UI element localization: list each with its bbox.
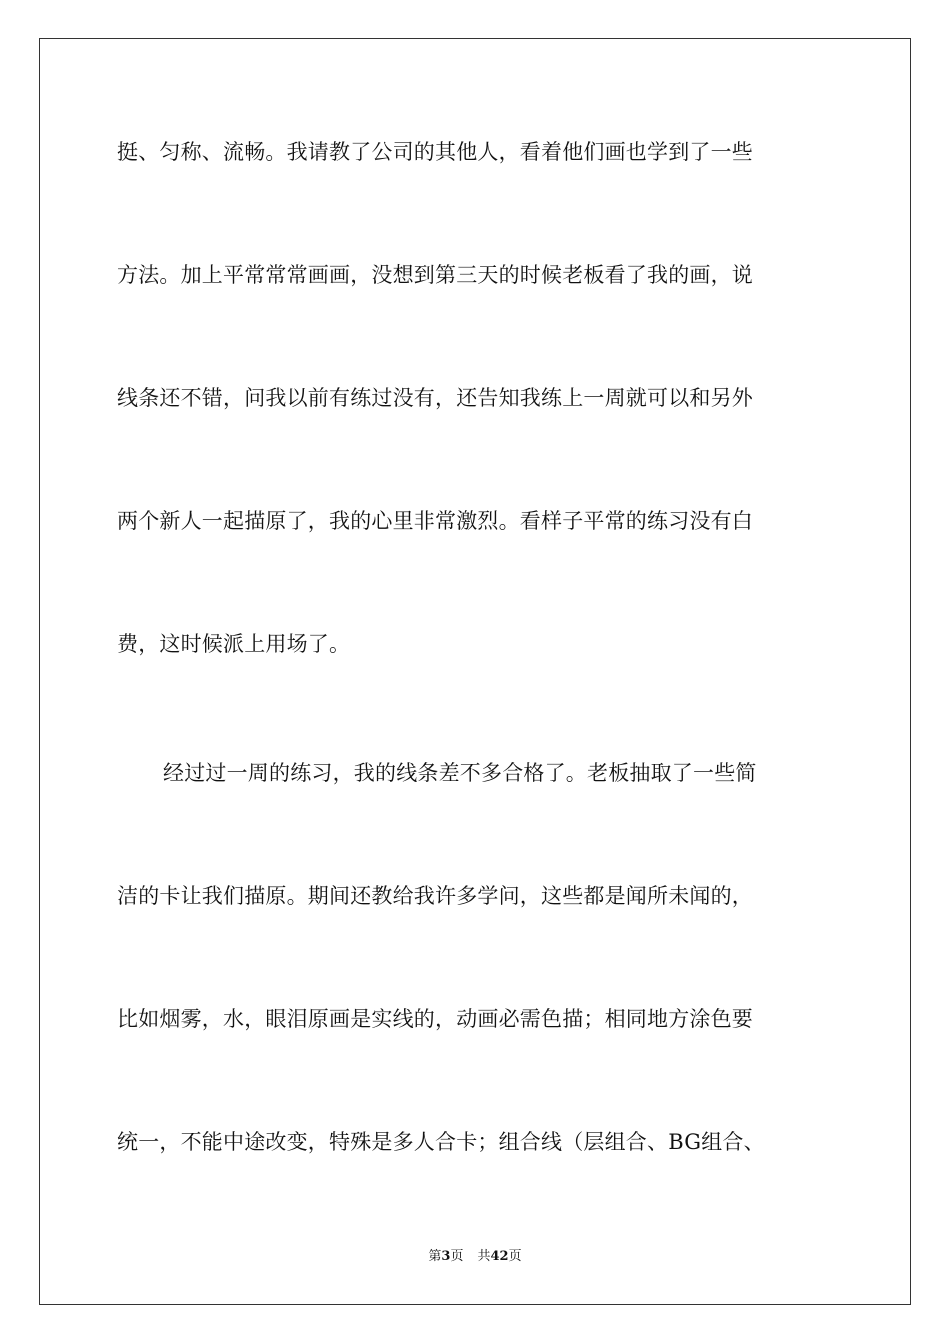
paragraph-line-6: 经过过一周的练习，我的线条差不多合格了。老板抽取了一些简 <box>163 761 757 785</box>
paragraph-line-3: 线条还不错，问我以前有练过没有，还告知我练上一周就可以和另外 <box>117 386 753 410</box>
total-suffix: 页 <box>508 1249 522 1264</box>
paragraph-line-9: 统一，不能中途改变，特殊是多人合卡；组合线（层组合、BG组合、 <box>117 1130 765 1154</box>
page-border <box>39 38 911 1305</box>
total-prefix: 共 <box>477 1249 491 1264</box>
page-suffix: 页 <box>450 1249 464 1264</box>
total-pages: 42 <box>490 1249 509 1264</box>
paragraph-line-7: 洁的卡让我们描原。期间还教给我许多学问，这些都是闻所未闻的， <box>117 884 753 908</box>
page-number: 3 <box>441 1249 451 1264</box>
page-prefix: 第 <box>428 1249 442 1264</box>
paragraph-line-8: 比如烟雾，水，眼泪原画是实线的，动画必需色描；相同地方涂色要 <box>117 1007 753 1031</box>
paragraph-line-4: 两个新人一起描原了，我的心里非常激烈。看样子平常的练习没有白 <box>117 509 753 533</box>
paragraph-line-2: 方法。加上平常常常画画，没想到第三天的时候老板看了我的画，说 <box>117 263 753 287</box>
paragraph-line-1: 挺、匀称、流畅。我请教了公司的其他人，看着他们画也学到了一些 <box>117 140 753 164</box>
paragraph-line-5: 费，这时候派上用场了。 <box>117 632 351 656</box>
page-footer <box>0 1248 950 1266</box>
